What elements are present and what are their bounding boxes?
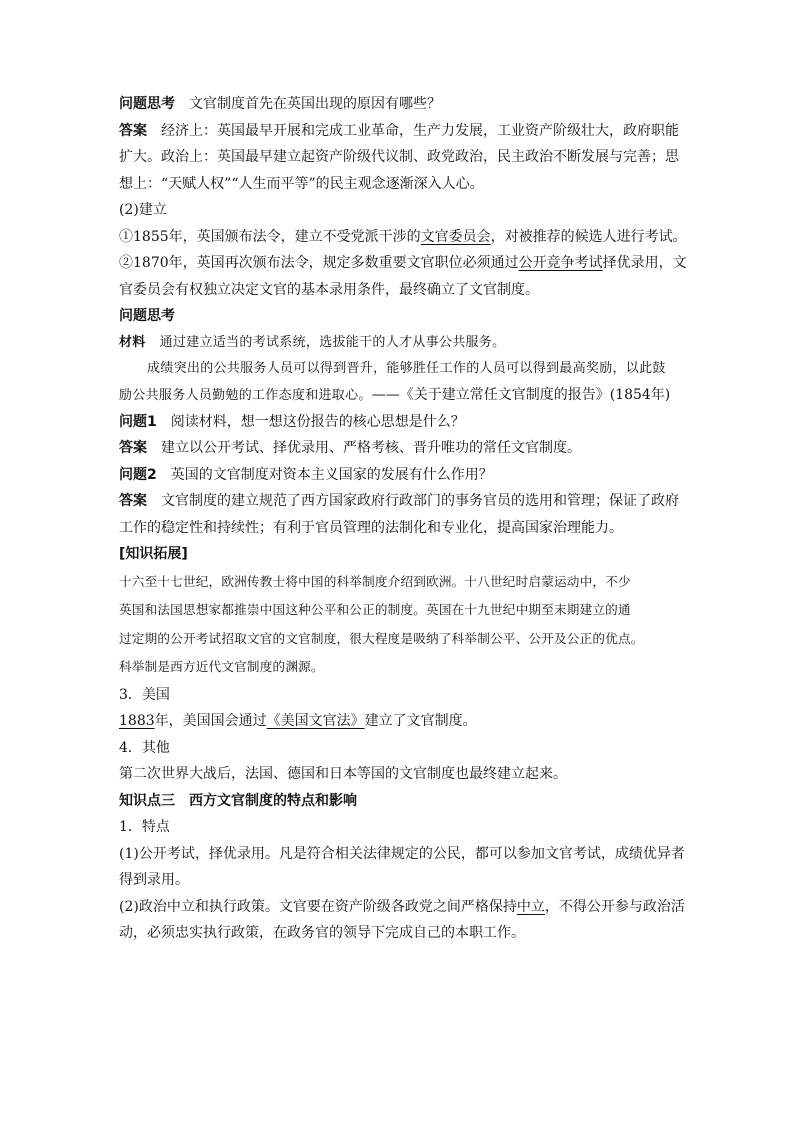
document-page bbox=[119, 91, 687, 947]
section-heading-build: (2)建立 bbox=[119, 202, 167, 218]
answer-text: 文官制度的建立规范了西方国家政府行政部门的事务官员的选用和管理；保证了政府 bbox=[161, 493, 679, 509]
text-span: 年，美国国会通过 bbox=[154, 713, 267, 729]
text-span: (2)政治中立和执行政策。文官要在资产阶级各政党之间严格保持 bbox=[119, 898, 517, 915]
extension-line: 过定期的公开考试招取文官的文官制度，很大程度是吸纳了科举制公平、公开及公正的优点。 bbox=[119, 630, 644, 646]
answer-line: 想上：“天赋人权”“人生而平等”的民主观念逐渐深入人心。 bbox=[119, 175, 484, 192]
text-span: ①1855年，英国颁布法令，建立不受党派干涉的 bbox=[119, 228, 421, 245]
sub-question-label: 问题1 bbox=[119, 413, 157, 430]
sub-question-label: 问题2 bbox=[119, 466, 157, 483]
build-paragraph-2 bbox=[119, 250, 687, 277]
build-paragraph-2-cont: 官委员会有权独立决定文官的基本录用条件，最终确立了文官制度。 bbox=[119, 281, 539, 298]
sub-question-text: 阅读材料，想一想这份报告的核心思想是什么？ bbox=[170, 413, 465, 430]
extension-line: 科举制是西方近代文官制度的渊源。 bbox=[119, 659, 324, 674]
underlined-law: 《美国文官法》 bbox=[266, 713, 365, 729]
answer-label: 答案 bbox=[119, 122, 147, 139]
question-thinking-1 bbox=[119, 91, 679, 118]
section-heading-usa: 3．美国 bbox=[119, 686, 170, 703]
answer-label: 答案 bbox=[119, 440, 147, 456]
sub-answer-1 bbox=[119, 435, 679, 462]
feature-1: (1)公开考试，择优录用。凡是符合相关法律规定的公民，都可以参加文官考试，成绩优异者 bbox=[119, 845, 685, 862]
answer-text: 建立以公开考试、择优录用、严格考核、晋升唯功的常任文官制度。 bbox=[161, 440, 581, 456]
text-span: ，不得公开参与政治活 bbox=[544, 898, 685, 915]
answer-label: 答案 bbox=[119, 493, 147, 509]
sub-question-text: 英国的文官制度对资本主义国家的发展有什么作用？ bbox=[170, 466, 493, 483]
material-label: 材料 bbox=[119, 334, 146, 350]
text-span: 择优录用，文 bbox=[602, 255, 687, 271]
underlined-term: 中立 bbox=[516, 898, 545, 915]
answer-line: 扩大。政治上：英国最早建立起资产阶级代议制、政党政治，民主政治不断发展与完善；思 bbox=[119, 149, 679, 165]
usa-paragraph bbox=[119, 708, 679, 735]
material-line: 励公共服务人员勤勉的工作态度和进取心。 bbox=[119, 387, 372, 403]
answer-1 bbox=[119, 118, 679, 198]
knowledge-point-3-heading: 知识点三 西方文官制度的特点和影响 bbox=[119, 792, 357, 809]
extension-line: 英国和法国思想家都推崇中国这种公平和公正的制度。英国在十九世纪中期至末期建立的通 bbox=[119, 602, 631, 617]
question-text: 文官制度首先在英国出现的原因有哪些？ bbox=[189, 96, 441, 112]
underlined-term: 公开竞争考试 bbox=[518, 255, 603, 271]
feature-1-cont: 得到录用。 bbox=[119, 872, 189, 888]
section-heading-other: 4．其他 bbox=[119, 739, 170, 756]
underlined-term: 文官委员会 bbox=[420, 228, 491, 245]
material-block bbox=[119, 330, 679, 409]
sub-question-2 bbox=[119, 462, 679, 489]
question-label: 问题思考 bbox=[119, 96, 175, 112]
material-source: ——《关于建立常任文官制度的报告》(1854年) bbox=[371, 386, 671, 403]
knowledge-extension-heading: [知识拓展] bbox=[119, 546, 188, 562]
question-thinking-2-heading: 问题思考 bbox=[119, 308, 175, 324]
text-span: 建立了文官制度。 bbox=[364, 713, 477, 729]
material-line: 通过建立适当的考试系统，选拔能干的人才从事公共服务。 bbox=[159, 334, 506, 350]
answer-line: 经济上：英国最早开展和完成工业革命，生产力发展，工业资产阶级壮大，政府职能 bbox=[161, 122, 679, 139]
build-paragraph-1 bbox=[119, 224, 687, 251]
sub-answer-2 bbox=[119, 488, 679, 515]
feature-2 bbox=[119, 894, 685, 921]
underlined-year: 1883 bbox=[119, 713, 155, 729]
knowledge-extension-body bbox=[119, 568, 679, 682]
sub-answer-2-cont: 工作的稳定性和持续性；有利于官员管理的法制化和专业化，提高国家治理能力。 bbox=[119, 519, 623, 536]
extension-line: 十六至十七世纪，欧洲传教士将中国的科举制度介绍到欧洲。十八世纪时启蒙运动中，不少 bbox=[119, 573, 631, 589]
material-line: 成绩突出的公共服务人员可以得到晋升，能够胜任工作的人员可以得到最高奖励，以此鼓 bbox=[147, 360, 666, 376]
sub-question-1 bbox=[119, 409, 679, 436]
feature-2-cont: 动，必须忠实执行政策，在政务官的领导下完成自己的本职工作。 bbox=[119, 925, 525, 941]
other-paragraph: 第二次世界大战后，法国、德国和日本等国的文官制度也最终建立起来。 bbox=[119, 766, 567, 782]
text-span: ，对被推荐的候选人进行考试。 bbox=[490, 228, 687, 245]
text-span: ②1870年，英国再次颁布法令，规定多数重要文官职位必须通过 bbox=[119, 255, 519, 271]
features-heading: 1．特点 bbox=[119, 819, 170, 835]
